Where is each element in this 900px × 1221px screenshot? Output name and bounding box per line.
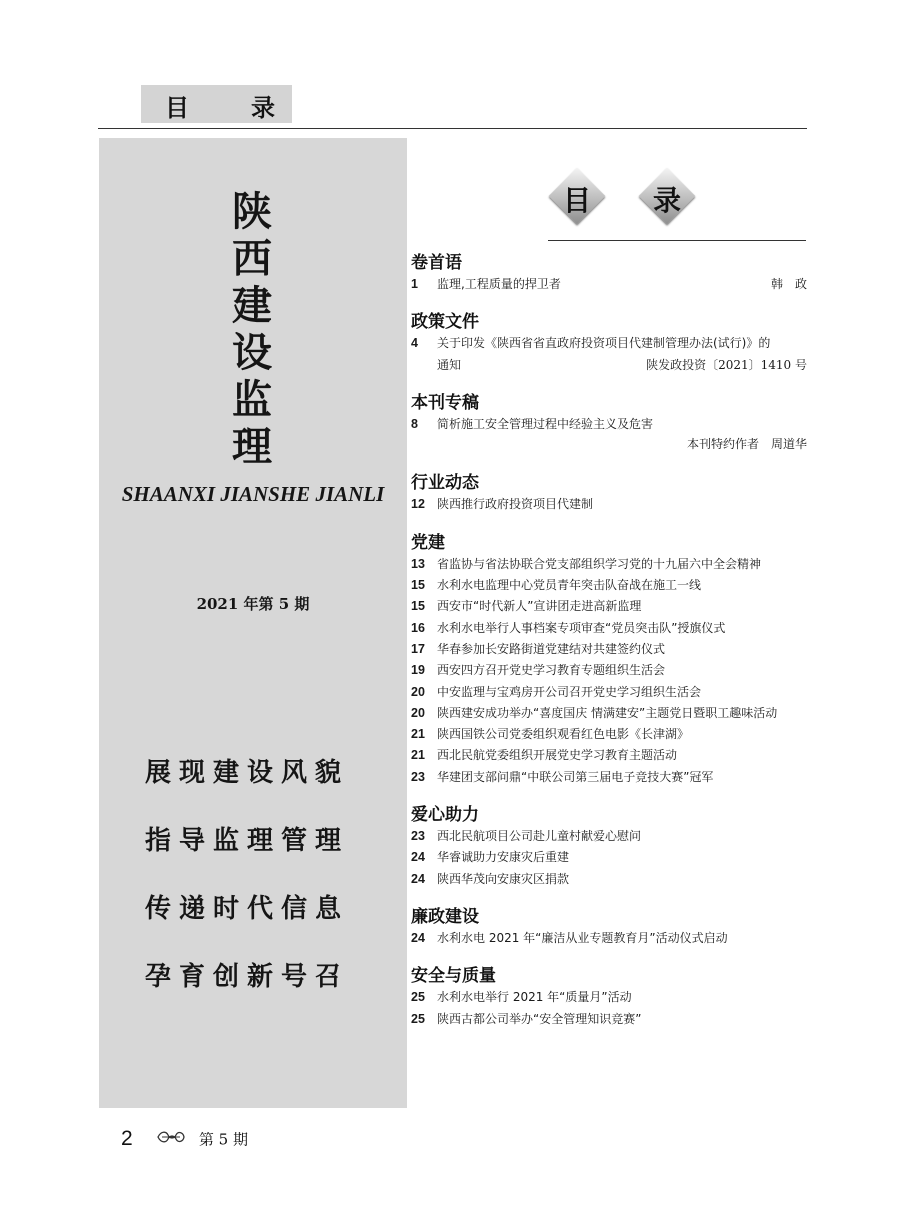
- entry-page: 13: [411, 556, 425, 571]
- toc-entry[interactable]: [411, 745, 807, 766]
- section-heading: 行业动态: [411, 473, 479, 494]
- toc-entry[interactable]: [411, 596, 807, 617]
- header-label-left: 目: [165, 94, 189, 122]
- entry-title-continued: 通知: [437, 357, 462, 372]
- toc-section: [411, 965, 807, 1030]
- toc-title-right: 录: [652, 184, 681, 217]
- toc-entry[interactable]: [411, 414, 807, 435]
- entry-page: 24: [411, 850, 425, 865]
- title-char: 建: [232, 282, 272, 329]
- toc-entry[interactable]: [411, 639, 807, 660]
- toc-entry[interactable]: [411, 618, 807, 639]
- slogans: [145, 752, 375, 1024]
- entry-title: 华睿诚助力安康灾后重建: [437, 850, 570, 865]
- entry-page: 25: [411, 1011, 425, 1026]
- header-tab: [141, 85, 292, 123]
- toc-entry[interactable]: [411, 826, 807, 847]
- entry-title: 陕西古都公司举办“安全管理知识竞赛”: [437, 1011, 642, 1026]
- magazine-pinyin: SHAANXI JIANSHE JIANLI: [121, 482, 385, 506]
- entry-title: 陕西推行政府投资项目代建制: [437, 497, 594, 512]
- title-char: 理: [232, 423, 272, 470]
- toc-title-left: 目: [562, 184, 591, 217]
- entry-title: 监理,工程质量的捍卫者: [437, 277, 561, 291]
- entry-title: 西安市“时代新人”宣讲团走进高新监理: [437, 599, 642, 614]
- toc-entry[interactable]: [411, 1009, 807, 1030]
- entry-page: 20: [411, 684, 425, 699]
- toc-section: [411, 252, 807, 295]
- page-footer: [121, 1127, 248, 1155]
- section-heading: 政策文件: [411, 312, 479, 333]
- toc-entry[interactable]: [411, 494, 807, 515]
- section-heading: 安全与质量: [411, 966, 496, 987]
- table-of-contents: [411, 248, 807, 1030]
- diamond-badge: [638, 167, 696, 225]
- toc-entry[interactable]: [411, 274, 807, 295]
- entry-title: 华春参加长安路街道党建结对共建签约仪式: [437, 641, 666, 656]
- slogan: 展现建设风貌: [145, 758, 350, 788]
- slogan: 指导监理管理: [145, 826, 350, 856]
- toc-entry[interactable]: [411, 767, 807, 788]
- entry-page: 21: [411, 748, 425, 763]
- magazine-title: [222, 188, 282, 470]
- toc-entry[interactable]: [411, 682, 807, 703]
- entry-title: 水利水电举行 2021 年“质量月”活动: [437, 990, 632, 1005]
- toc-entry[interactable]: [411, 660, 807, 681]
- section-heading: 卷首语: [411, 253, 462, 273]
- toc-section: [411, 804, 807, 890]
- entry-title: 关于印发《陕西省省直政府投资项目代建制管理办法(试行)》的: [437, 336, 771, 351]
- entry-page: 15: [411, 578, 425, 593]
- entry-title: 省监协与省法协联合党支部组织学习党的十九届六中全会精神: [437, 556, 762, 571]
- entry-author: 韩 政: [770, 277, 807, 291]
- issue-label: 2021 年第 5 期: [196, 595, 310, 613]
- entry-title: 西北民航党委组织开展党史学习教育主题活动: [437, 748, 678, 763]
- entry-title: 西安四方召开党史学习教育专题组织生活会: [437, 663, 666, 678]
- toc-section: [411, 392, 807, 457]
- entry-title: 华建团支部问鼎“中联公司第三届电子竞技大赛”冠军: [437, 769, 714, 784]
- toc-section: [411, 472, 807, 515]
- entry-title: 水利水电 2021 年“廉洁从业专题教育月”活动仪式启动: [437, 930, 728, 945]
- entry-page: 20: [411, 705, 425, 720]
- entry-author: 本刊特约作者 周道华: [686, 437, 807, 452]
- toc-entry[interactable]: [411, 724, 807, 745]
- toc-entry[interactable]: [411, 928, 807, 949]
- title-char: 设: [232, 329, 272, 376]
- entry-page: 24: [411, 871, 425, 886]
- entry-page: 23: [411, 829, 425, 844]
- toc-entry[interactable]: [411, 847, 807, 868]
- slogan: 传递时代信息: [145, 894, 350, 924]
- toc-entry[interactable]: [411, 987, 807, 1008]
- toc-section: [411, 532, 807, 788]
- header-rule: [98, 128, 807, 129]
- entry-title: 水利水电举行人事档案专项审查“党员突击队”授旗仪式: [437, 620, 726, 635]
- entry-page: 24: [411, 930, 425, 945]
- title-char: 西: [232, 235, 272, 282]
- entry-page: 25: [411, 990, 425, 1005]
- entry-title: 中安监理与宝鸡房开公司召开党史学习组织生活会: [437, 684, 702, 699]
- header-label-right: 录: [251, 94, 275, 122]
- entry-title: 简析施工安全管理过程中经验主义及危害: [437, 416, 654, 431]
- entry-page: 8: [411, 416, 418, 431]
- entry-title: 陕西华茂向安康灾区捐款: [437, 871, 570, 886]
- section-heading: 廉政建设: [411, 906, 479, 927]
- entry-page: 23: [411, 769, 425, 784]
- section-heading: 爱心助力: [411, 805, 479, 826]
- sidebar: [99, 138, 407, 1108]
- toc-entry[interactable]: [411, 869, 807, 890]
- title-char: 监: [232, 376, 272, 423]
- toc-entry[interactable]: [411, 554, 807, 575]
- entry-author: 陕发政投资〔2021〕1410 号: [646, 357, 807, 372]
- toc-entry[interactable]: [411, 333, 807, 354]
- toc-entry[interactable]: [411, 575, 807, 596]
- section-heading: 本刊专稿: [411, 392, 479, 413]
- entry-title: 西北民航项目公司赴儿童村献爱心慰问: [437, 829, 642, 844]
- page-number: 2: [121, 1127, 133, 1150]
- author-line: [411, 435, 807, 456]
- title-char: 陕: [232, 188, 272, 235]
- entry-page: 1: [411, 277, 418, 291]
- entry-title: 陕西国铁公司党委组织观看红色电影《长津湖》: [437, 727, 690, 742]
- entry-page: 17: [411, 641, 425, 656]
- section-heading: 党建: [411, 532, 445, 553]
- toc-section: [411, 311, 807, 376]
- toc-title: [548, 167, 696, 225]
- toc-rule: [548, 240, 806, 241]
- toc-section: [411, 906, 807, 949]
- footer-issue: 第 5 期: [198, 1130, 248, 1149]
- entry-page: 19: [411, 663, 425, 678]
- entry-title: 水利水电监理中心党员青年突击队奋战在施工一线: [437, 578, 702, 593]
- entry-page: 15: [411, 599, 425, 614]
- scroll-ornament-icon: [156, 1129, 186, 1149]
- entry-title: 陕西建安成功举办“喜度国庆 情满建安”主题党日暨职工趣味活动: [437, 705, 778, 720]
- entry-page: 16: [411, 620, 425, 635]
- slogan: 孕育创新号召: [145, 962, 350, 992]
- entry-page: 12: [411, 497, 425, 512]
- entry-page: 21: [411, 727, 425, 742]
- toc-entry[interactable]: [411, 703, 807, 724]
- entry-page: 4: [411, 336, 418, 351]
- diamond-badge: [548, 167, 606, 225]
- toc-entry-continuation[interactable]: [411, 355, 807, 376]
